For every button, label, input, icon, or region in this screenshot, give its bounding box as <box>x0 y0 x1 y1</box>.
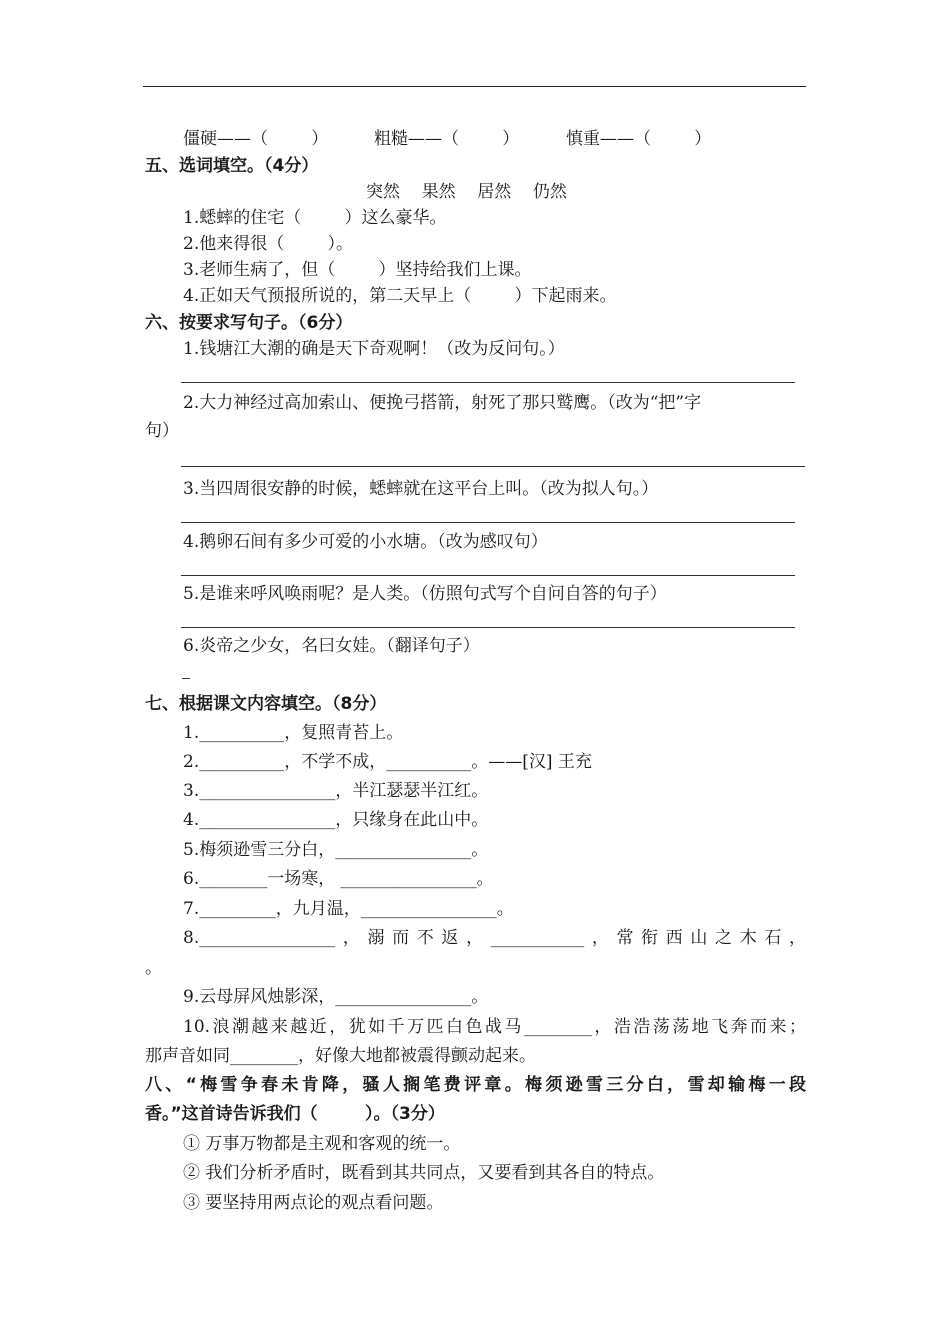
rewrite-item-3: 3.当四周很安静的时候，蟋蟀就在这平台上叫。（改为拟人句。） <box>183 479 659 499</box>
recite-item-6: 6.________一场寒， ________________。 <box>183 869 494 889</box>
fill-item-2: 2.他来得很（ ）。 <box>183 234 353 254</box>
recite-item-8: 8.________________，溺而不返，___________，常衔西山之木石， <box>183 928 806 948</box>
answer-line-2[interactable] <box>181 466 805 467</box>
section-8-title: 八、“梅雪争春未肯降，骚人搁笔费评章。梅须逊雪三分白，雪却输梅一段 <box>145 1075 806 1095</box>
rewrite-item-1: 1.钱塘江大潮的确是天下奇观啊！（改为反问句。） <box>183 339 565 359</box>
header-rule <box>143 86 806 87</box>
choice-option-2: ② 我们分析矛盾时，既看到其共同点，又要看到其各自的特点。 <box>183 1163 665 1183</box>
answer-line-4[interactable] <box>181 575 795 576</box>
answer-line-5[interactable] <box>181 627 795 628</box>
antonym-item-1: 僵硬——（ ） <box>183 129 329 149</box>
answer-line-6[interactable] <box>182 678 190 679</box>
recite-item-2: 2.__________，不学不成，__________。——[汉] 王充 <box>183 752 592 772</box>
answer-line-1[interactable] <box>181 382 795 383</box>
section-6-title: 六、按要求写句子。（6分） <box>145 313 353 333</box>
fill-item-4: 4.正如天气预报所说的，第二天早上（ ）下起雨来。 <box>183 286 617 306</box>
fill-item-1: 1.蟋蟀的住宅（ ）这么豪华。 <box>183 208 447 228</box>
fill-item-3: 3.老师生病了，但（ ）坚持给我们上课。 <box>183 260 532 280</box>
choice-option-3: ③ 要坚持用两点论的观点看问题。 <box>183 1193 444 1213</box>
recite-item-7: 7._________，九月温，________________。 <box>183 899 514 919</box>
answer-line-3[interactable] <box>181 522 795 523</box>
section-5-title: 五、选词填空。（4分） <box>145 156 319 176</box>
antonym-item-2: 粗糙——（ ） <box>374 129 520 149</box>
recite-item-8-cont: 。 <box>145 958 162 978</box>
recite-item-10-cont: 那声音如同________，好像大地都被震得颤动起来。 <box>145 1046 536 1066</box>
section-8-title-cont: 香。”这首诗告诉我们（ ）。（3分） <box>145 1104 445 1124</box>
rewrite-item-2-cont: 句） <box>145 421 179 441</box>
recite-item-1: 1.__________，复照青苔上。 <box>183 723 404 743</box>
section-7-title: 七、根据课文内容填空。（8分） <box>145 694 387 714</box>
recite-item-4: 4.________________，只缘身在此山中。 <box>183 810 489 830</box>
word-options: 突然 果然 居然 仍然 <box>366 182 567 202</box>
recite-item-9: 9.云母屏风烛影深，________________。 <box>183 987 489 1007</box>
recite-item-5: 5.梅须逊雪三分白，________________。 <box>183 840 489 860</box>
recite-item-10: 10.浪潮越来越近，犹如千万匹白色战马________，浩浩荡荡地飞奔而来； <box>183 1017 806 1037</box>
antonym-item-3: 慎重——（ ） <box>566 129 712 149</box>
recite-item-3: 3.________________，半江瑟瑟半江红。 <box>183 781 489 801</box>
rewrite-item-2: 2.大力神经过高加索山、便挽弓搭箭，射死了那只鹫鹰。（改为“把”字 <box>183 393 702 413</box>
rewrite-item-5: 5.是谁来呼风唤雨呢？是人类。（仿照句式写个自问自答的句子） <box>183 584 667 604</box>
rewrite-item-6: 6.炎帝之少女，名曰女娃。（翻译句子） <box>183 636 480 656</box>
rewrite-item-4: 4.鹅卵石间有多少可爱的小水塘。（改为感叹句） <box>183 532 548 552</box>
choice-option-1: ① 万事万物都是主观和客观的统一。 <box>183 1134 461 1154</box>
